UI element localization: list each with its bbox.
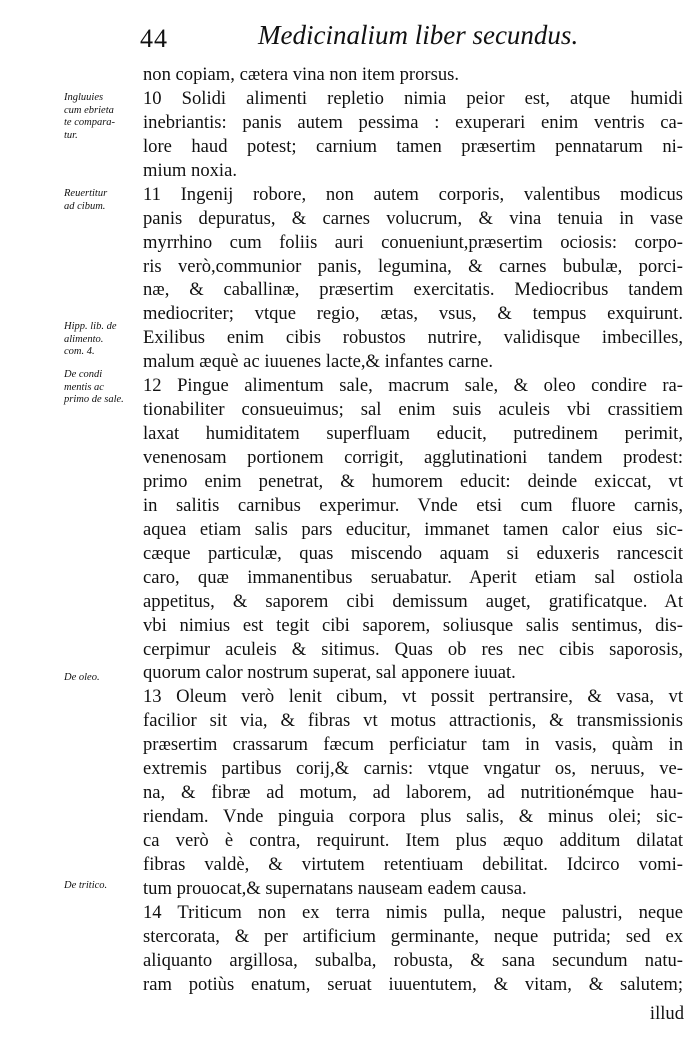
margin-note-de-oleo: De oleo. — [64, 672, 100, 683]
text-line: primo enim penetrat, & humorem educit: deinde exiccat, vt — [143, 470, 683, 492]
text-line: tionabiliter consueuimus; sal enim suis aculeis vbi crassitiem — [143, 399, 683, 421]
text-line: malum æquè ac iuuenes lacte,& infantes carne. — [143, 351, 494, 373]
text-line: mediocriter; vtque regio, ætas, vsus, & tempus exquirunt. — [143, 303, 683, 325]
text-line: tum prouocat,& supernatans nauseam eadem causa. — [143, 877, 527, 899]
text-line: stercorata, & per artificium germinante, neque putrida; sed ex — [143, 925, 683, 947]
text-line: appetitus, & saporem cibi demissum auget, gratificatque. At — [143, 590, 683, 612]
text-line: cæque particulæ, quas miscendo aquam si eduxeris rancescit — [143, 542, 683, 564]
text-line: Exilibus enim cibis robustos nutrire, validisque imbecilles, — [143, 327, 683, 349]
text-line: inebriantis: panis autem pessima : exuperari enim ventris ca- — [143, 111, 683, 133]
text-line: aliquanto argillosa, subalba, robusta, & sana secundum natu- — [143, 949, 683, 971]
text-line: myrrhino cum foliis auri conueniunt,præsertim ociosis: corpo- — [143, 231, 683, 253]
page-number: 44 — [140, 24, 168, 53]
margin-note-hippocrates: Hipp. lib. de alimento. com. 4. — [64, 321, 117, 357]
text-line: non copiam, cætera vina non item prorsus. — [143, 64, 460, 85]
text-line: 12 Pingue alimentum sale, macrum sale, & oleo condire ra- — [143, 375, 683, 397]
text-line: ram potiùs enatum, seruat iuuentutem, & vitam, & salutem; — [143, 973, 683, 995]
catchword: illud — [649, 1003, 684, 1024]
margin-note-de-tritico: De tritico. — [64, 880, 108, 891]
text-line: panis depuratus, & carnes volucrum, & vina tenuia in vase — [143, 207, 683, 229]
margin-note-ingluuies: Ingluuies cum ebrieta te compara- tur. — [64, 92, 116, 141]
text-line: ca verò è contra, requirunt. Item plus æquo additum dilatat — [143, 830, 683, 851]
text-line: aquea etiam salis pars educitur, immanet tamen calor eius sic- — [143, 518, 683, 540]
text-line: ris verò,communior panis, legumina, & carnes bubulæ, porci- — [143, 255, 683, 277]
text-line: vbi nimius est tegit cibi saporem, soliusque salis sentimus, dis- — [143, 614, 683, 636]
margin-note-reuertitur: Reuertitur ad cibum. — [64, 188, 108, 212]
text-line: 14 Triticum non ex terra nimis pulla, neque palustri, neque — [143, 901, 683, 923]
margin-note-de-condimentis: De condi mentis ac primo de sale. — [64, 369, 124, 405]
text-line: laxat humiditatem superfluam educit, putredinem perimit, — [143, 423, 683, 445]
text-line: 13 Oleum verò lenit cibum, vt possit pertransire, & vasa, vt — [143, 686, 683, 708]
text-line: riendam. Vnde pinguia corpora plus salis, & minus olei; sic- — [143, 806, 683, 828]
text-line: cerpimur aculeis & sitimus. Quas ob res nec cibis saporosis, — [143, 638, 683, 660]
text-line: in salitis carnibus experimur. Vnde etsi cum fluore carnis, — [143, 494, 683, 516]
body-text — [143, 63, 683, 997]
text-line: na, & fibræ ad motum, ad laborem, ad nutritionémque hau- — [143, 782, 683, 804]
text-line: præsertim crassarum fæcum perficiatur tam in vasis, quàm in — [143, 734, 683, 756]
text-line: extremis partibus corij,& carnis: vtque vngatur os, neruus, ve- — [143, 758, 683, 780]
text-line: fibras valdè, & virtutem retentiuam debilitat. Idcirco vomi- — [143, 853, 683, 875]
text-line: venenosam portionem corrigit, agglutinationi tandem prodest: — [143, 447, 683, 468]
text-line: facilior sit via, & fibras vt motus attractionis, & transmissionis — [143, 710, 683, 732]
text-line: quorum calor nostrum superat, sal apponere iuuat. — [143, 662, 516, 684]
text-line: 10 Solidi alimenti repletio nimia peior est, atque humidi — [143, 87, 683, 109]
text-line: mium noxia. — [143, 159, 237, 181]
text-line: caro, quæ immanentibus seruabatur. Aperit etiam sal ostiola — [143, 566, 683, 588]
text-line: 11 Ingenij robore, non autem corporis, valentibus modicus — [143, 183, 683, 205]
text-line: næ, & caballinæ, præsertim exercitatis. Mediocribus tandem — [143, 279, 683, 301]
running-head: Medicinalium liber secundus. — [258, 20, 579, 50]
text-line: lore haud potest; carnium tamen præsertim pennatarum ni- — [143, 135, 683, 157]
